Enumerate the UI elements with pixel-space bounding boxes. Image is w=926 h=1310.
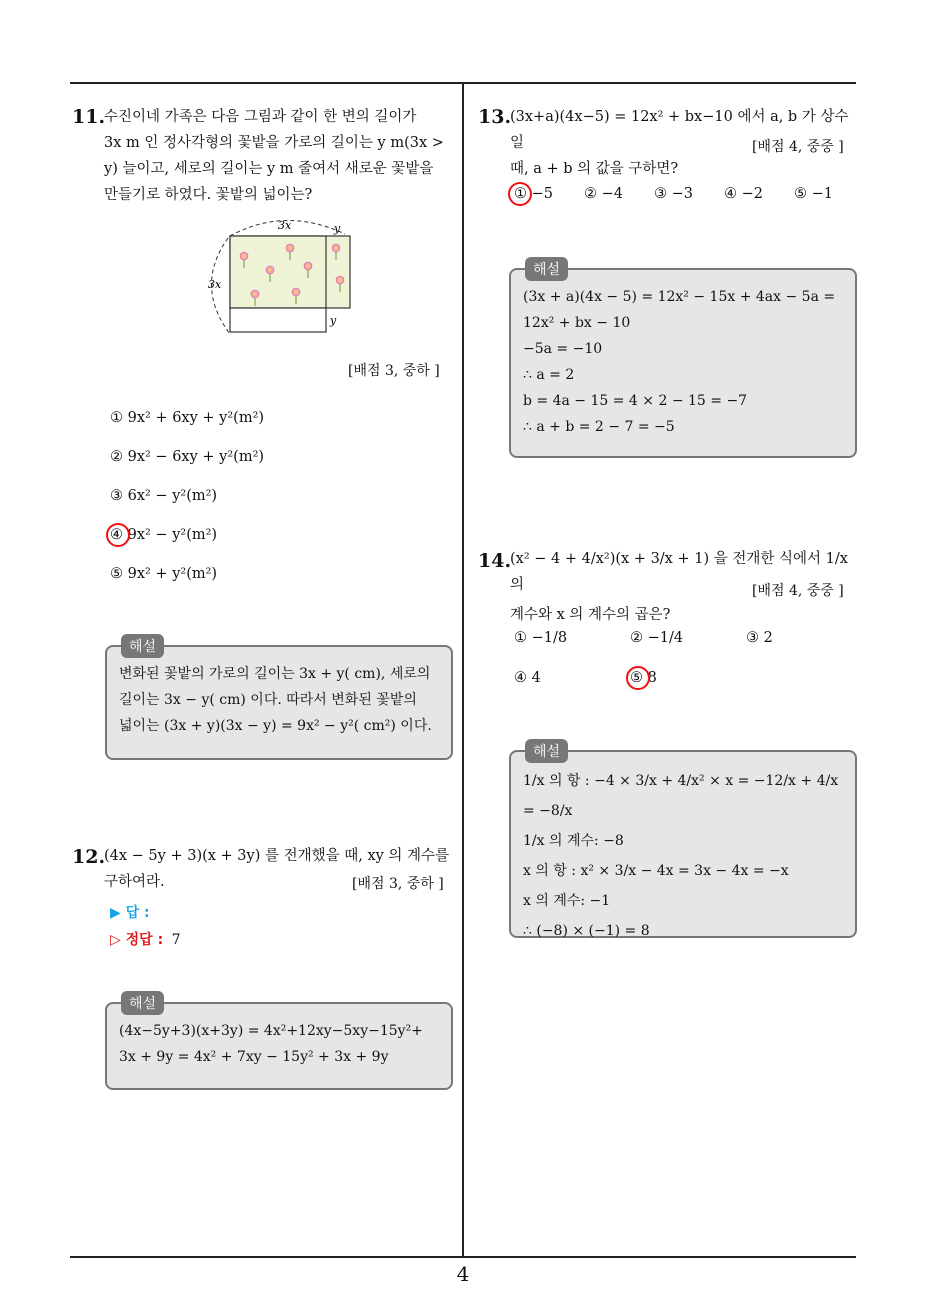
fig-right-bottom-label: y <box>330 314 337 327</box>
q11-option-5[interactable]: ⑤ 9x² + y²(m²) <box>110 566 218 582</box>
q12-number: 12. <box>72 846 106 868</box>
fig-right-top-label: y <box>334 222 341 235</box>
q11-solution-body <box>119 661 439 739</box>
q14-answer-mark <box>626 666 650 690</box>
solution-line: ∴ a = 2 <box>523 367 575 383</box>
q14-solution-body <box>523 766 843 946</box>
flower-garden-figure <box>200 218 360 340</box>
q13-number: 13. <box>478 106 512 128</box>
solution-line: (4x−5y+3)(x+3y) = 4x²+12xy−5xy−15y²+ <box>119 1023 423 1039</box>
q12-correct-row <box>110 929 181 949</box>
q13-line: (3x+a)(4x−5) = 12x² + bx−10 에서 a, b 가 상수일 <box>510 109 849 151</box>
q14-points: [배점 4, 중중 ] <box>752 583 844 599</box>
q13-option-4[interactable]: ④ −2 <box>724 186 763 202</box>
solution-line: b = 4a − 15 = 4 × 2 − 15 = −7 <box>523 393 748 409</box>
solution-line: 길이는 3x − y( cm) 이다. 따라서 변화된 꽃밭의 <box>119 692 417 708</box>
q12-line: 구하여라. <box>104 874 165 890</box>
q14-solution-tag: 해설 <box>525 739 568 763</box>
q11-solution-box <box>105 639 453 760</box>
q11-line: 수진이네 가족은 다음 그림과 같이 한 변의 길이가 <box>104 109 417 125</box>
solution-line: ∴ (−8) × (−1) = 8 <box>523 923 650 939</box>
q13-option-5[interactable]: ⑤ −1 <box>794 186 833 202</box>
q12-correct-label: ▷ 정답 : <box>110 932 164 948</box>
q13-points: [배점 4, 중중 ] <box>752 139 844 155</box>
q13-solution-box <box>509 262 857 458</box>
solution-line: 변화된 꽃밭의 가로의 길이는 3x + y( cm), 세로의 <box>119 666 431 682</box>
solution-line: 1/x 의 계수: −8 <box>523 833 624 849</box>
q14-option-1[interactable]: ① −1/8 <box>514 630 568 646</box>
q11-points: [배점 3, 중하 ] <box>348 363 440 379</box>
q11-number: 11. <box>72 106 106 128</box>
q11-line: 만들기로 하였다. 꽃밭의 넓이는? <box>104 187 313 203</box>
q11-question <box>104 104 456 208</box>
fig-side-label: 3x <box>208 278 222 291</box>
solution-line: 1/x 의 항 : −4 × 3/x + 4/x² × x = −12/x + 4/x = −8/x <box>523 773 839 819</box>
q14-option-4[interactable]: ④ 4 <box>514 670 541 686</box>
q13-solution-body <box>523 284 843 440</box>
solution-line: ∴ a + b = 2 − 7 = −5 <box>523 419 675 435</box>
q14-option-2[interactable]: ② −1/4 <box>630 630 684 646</box>
q13-option-1[interactable]: ① −5 <box>514 186 553 202</box>
column-divider <box>462 82 464 1257</box>
q12-solution-tag: 해설 <box>121 991 164 1015</box>
q12-answer-label: ▶ 답 : <box>110 905 150 921</box>
q11-option-1[interactable]: ① 9x² + 6xy + y²(m²) <box>110 410 265 426</box>
q11-option-3[interactable]: ③ 6x² − y²(m²) <box>110 488 218 504</box>
q11-line: 3x m 인 정사각형의 꽃밭을 가로의 길이는 y m(3x > <box>104 135 444 151</box>
q12-line: (4x − 5y + 3)(x + 3y) 를 전개했을 때, xy 의 계수를 <box>104 848 450 864</box>
solution-line: x 의 계수: −1 <box>523 893 611 909</box>
q13-line: 때, a + b 의 값을 구하면? <box>510 161 679 177</box>
q14-number: 14. <box>478 550 512 572</box>
q11-answer-mark <box>106 523 130 547</box>
q11-option-4[interactable]: ④ 9x² − y²(m²) <box>110 527 218 543</box>
q12-solution-body <box>119 1018 439 1070</box>
q13-answer-mark <box>508 182 532 206</box>
q11-solution-tag: 해설 <box>121 634 164 658</box>
solution-line: 넓이는 (3x + y)(3x − y) = 9x² − y²( cm²) 이다. <box>119 718 432 734</box>
q14-solution-box <box>509 744 857 939</box>
q12-solution-box <box>105 996 453 1090</box>
fig-top-label: 3x <box>278 219 292 232</box>
q14-option-5[interactable]: ⑤ 8 <box>630 670 657 686</box>
q14-line: (x² − 4 + 4/x²)(x + 3/x + 1) 을 전개한 식에서 1/x 의 <box>510 551 848 593</box>
q11-line: y) 늘이고, 세로의 길이는 y m 줄여서 새로운 꽃밭을 <box>104 161 434 177</box>
q12-points: [배점 3, 중하 ] <box>352 876 444 892</box>
q11-option-2[interactable]: ② 9x² − 6xy + y²(m²) <box>110 449 265 465</box>
q14-option-3[interactable]: ③ 2 <box>746 630 773 646</box>
q14-line: 계수와 x 의 계수의 곱은? <box>510 607 671 623</box>
page-number: 4 <box>456 1262 470 1286</box>
solution-line: x 의 항 : x² × 3/x − 4x = 3x − 4x = −x <box>523 863 789 879</box>
solution-line: (3x + a)(4x − 5) = 12x² − 15x + 4ax − 5a = <box>523 289 836 305</box>
q13-option-3[interactable]: ③ −3 <box>654 186 693 202</box>
q13-solution-tag: 해설 <box>525 257 568 281</box>
solution-line: −5a = −10 <box>523 341 603 357</box>
q12-correct-value: 7 <box>171 932 181 948</box>
solution-line: 3x + 9y = 4x² + 7xy − 15y² + 3x + 9y <box>119 1049 389 1065</box>
solution-line: 12x² + bx − 10 <box>523 315 631 331</box>
q13-option-2[interactable]: ② −4 <box>584 186 623 202</box>
